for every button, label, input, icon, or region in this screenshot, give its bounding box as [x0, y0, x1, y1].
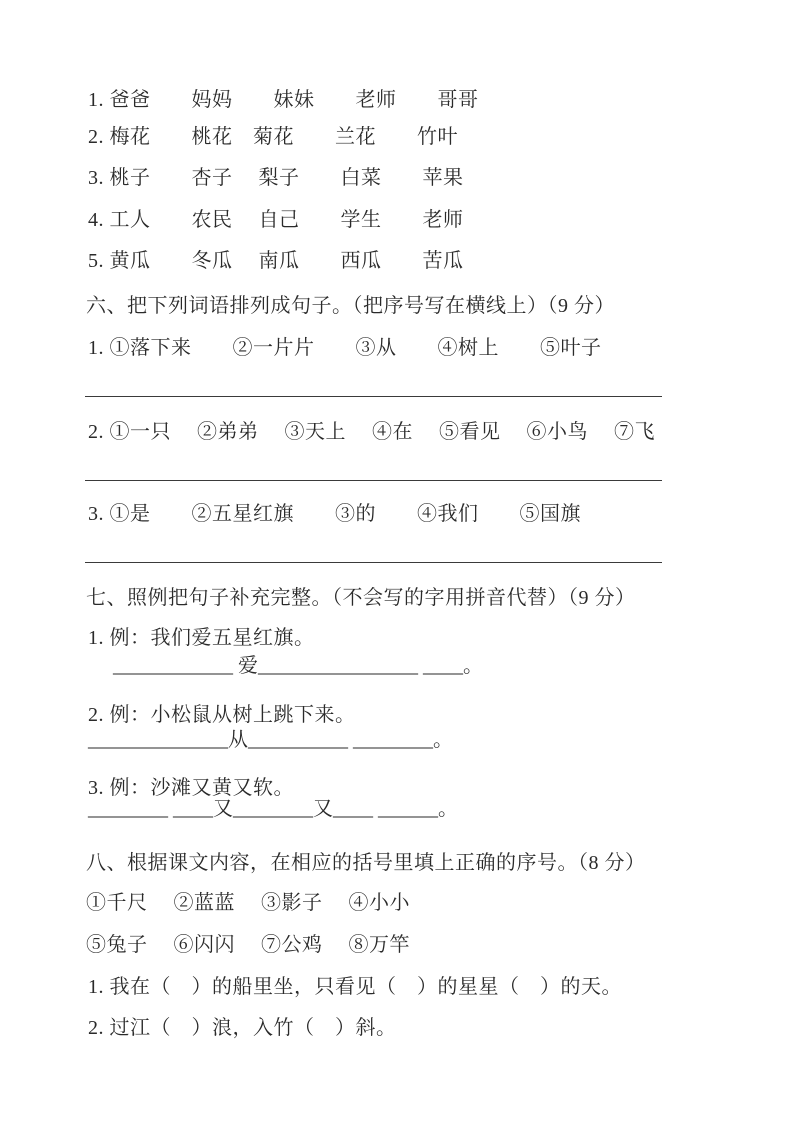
section-seven-heading: 七、照例把句子补充完整。（不会写的字用拼音代替）（9 分）	[86, 587, 636, 609]
fill-blank-3: ________ ____又________又____ ______。	[88, 798, 458, 820]
example-sentence-1: 1. 例：我们爱五星红旗。	[88, 627, 315, 649]
answer-line-1	[85, 396, 662, 397]
example-sentence-3: 3. 例：沙滩又黄又软。	[88, 777, 294, 799]
fill-blank-1: ____________ 爱________________ ____。	[113, 655, 483, 677]
options-row-1: ①千尺 ②蓝蓝 ③影子 ④小小	[86, 892, 410, 914]
word-list-row-5: 5. 黄瓜 冬瓜 南瓜 西瓜 苦瓜	[88, 250, 464, 272]
options-row-2: ⑤兔子 ⑥闪闪 ⑦公鸡 ⑧万竿	[86, 934, 410, 956]
word-list-row-4: 4. 工人 农民 自己 学生 老师	[88, 209, 464, 231]
section-six-item-3: 3. ①是 ②五星红旗 ③的 ④我们 ⑤国旗	[88, 503, 581, 525]
word-list-row-3: 3. 桃子 杏子 梨子 白菜 苹果	[88, 167, 464, 189]
section-six-heading: 六、把下列词语排列成句子。（把序号写在横线上）（9 分）	[86, 295, 615, 317]
word-list-row-1: 1. 爸爸 妈妈 妹妹 老师 哥哥	[88, 89, 479, 111]
answer-line-2	[85, 480, 662, 481]
word-list-row-2: 2. 梅花 桃花 菊花 兰花 竹叶	[88, 126, 458, 148]
section-eight-heading: 八、根据课文内容，在相应的括号里填上正确的序号。（8 分）	[86, 852, 646, 874]
section-eight-item-2: 2. 过江（ ）浪，入竹（ ）斜。	[88, 1017, 397, 1039]
fill-blank-2: ______________从__________ ________。	[88, 729, 453, 751]
section-six-item-2: 2. ①一只 ②弟弟 ③天上 ④在 ⑤看见 ⑥小鸟 ⑦飞	[88, 421, 655, 443]
section-six-item-1: 1. ①落下来 ②一片片 ③从 ④树上 ⑤叶子	[88, 337, 602, 359]
answer-line-3	[85, 562, 662, 563]
section-eight-item-1: 1. 我在（ ）的船里坐，只看见（ ）的星星（ ）的天。	[88, 976, 622, 998]
example-sentence-2: 2. 例：小松鼠从树上跳下来。	[88, 704, 356, 726]
